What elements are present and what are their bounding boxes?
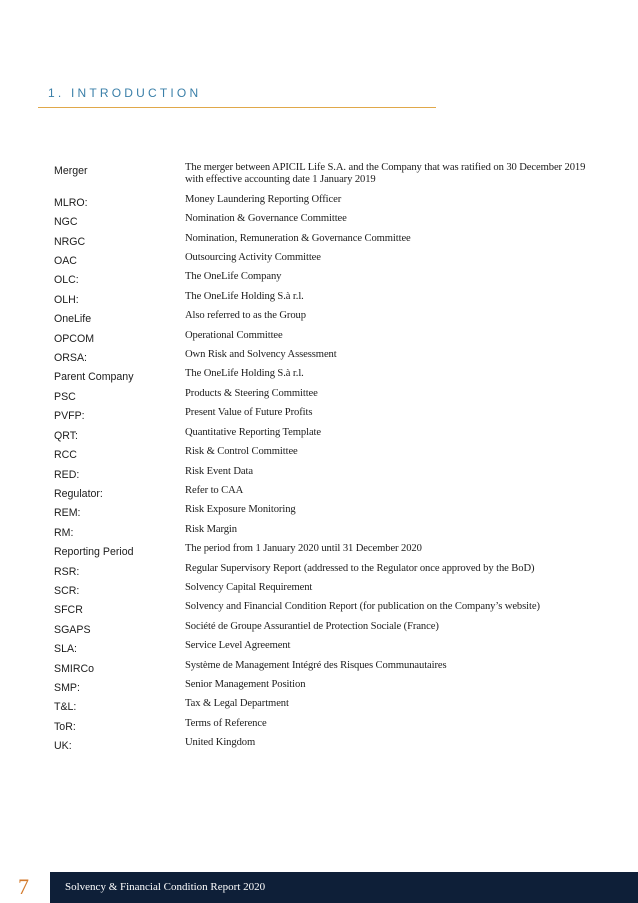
page-number: 7 [18,874,29,899]
glossary-list [54,158,594,753]
glossary-row [54,559,594,578]
footer-report-title: Solvency & Financial Condition Report 2020 [65,881,266,893]
glossary-row [54,656,594,675]
glossary-definition: Nomination, Remuneration & Governance Committee [185,232,411,244]
glossary-term: RCC [54,449,77,462]
glossary-term: REM: [54,507,81,520]
glossary-definition: Products & Steering Committee [185,387,318,399]
glossary-row [54,345,594,364]
glossary-term: Reporting Period [54,546,134,559]
glossary-term: Regulator: [54,487,103,500]
glossary-definition: Present Value of Future Profits [185,407,313,419]
glossary-term: T&L: [54,701,77,714]
glossary-term: RSR: [54,565,80,578]
glossary-term: OLC: [54,274,79,287]
glossary-row [54,539,594,558]
glossary-term: SFCR [54,604,83,617]
glossary-definition: The OneLife Holding S.à r.l. [185,368,304,380]
glossary-row [54,481,594,500]
glossary-term: MLRO: [54,196,88,209]
glossary-definition: Operational Committee [185,329,283,341]
glossary-definition: Senior Management Position [185,678,306,690]
glossary-row [54,675,594,694]
glossary-term: OneLife [54,313,92,326]
glossary-term: UK: [54,740,72,753]
glossary-term: RED: [54,468,80,481]
glossary-definition: United Kingdom [185,737,256,749]
glossary-term: OAC [54,255,77,268]
glossary-definition: Nomination & Governance Committee [185,213,347,225]
glossary-definition: The merger between APICIL Life S.A. and the Company that was ratified on 30 December 2019 with effective accounting date 1 January 2019 [185,162,586,186]
glossary-definition: Terms of Reference [185,717,267,729]
glossary-definition: Money Laundering Reporting Officer [185,193,342,205]
glossary-definition: Tax & Legal Department [185,698,289,710]
glossary-definition: Outsourcing Activity Committee [185,252,321,264]
glossary-definition: Système de Management Intégré des Risques Communautaires [185,659,447,671]
glossary-row [54,209,594,228]
glossary-term: NRGC [54,235,86,248]
glossary-definition: Refer to CAA [185,484,244,496]
glossary-row [54,617,594,636]
glossary-row [54,190,594,209]
glossary-row [54,578,594,597]
glossary-row [54,267,594,286]
glossary-definition: Solvency Capital Requirement [185,581,313,593]
glossary-row [54,364,594,383]
glossary-definition: Own Risk and Solvency Assessment [185,349,337,361]
glossary-definition: Service Level Agreement [185,640,291,652]
glossary-term: QRT: [54,429,78,442]
glossary-row [54,636,594,655]
glossary-row [54,442,594,461]
glossary-term: ORSA: [54,352,87,365]
glossary-row [54,287,594,306]
glossary-row [54,403,594,422]
glossary-term: RM: [54,526,74,539]
glossary-definition: Also referred to as the Group [185,310,306,322]
glossary-row [54,520,594,539]
glossary-definition: Regular Supervisory Report (addressed to the Regulator once approved by the BoD) [185,562,535,574]
glossary-term: SMP: [54,681,80,694]
glossary-row [54,158,594,190]
glossary-row [54,384,594,403]
glossary-definition: Risk & Control Committee [185,446,298,458]
glossary-row [54,500,594,519]
glossary-term: PVFP: [54,410,85,423]
glossary-row [54,248,594,267]
page-footer [0,872,638,903]
glossary-term: OLH: [54,293,79,306]
glossary-term: SLA: [54,643,77,656]
glossary-definition: Risk Event Data [185,465,253,477]
glossary-definition: Société de Groupe Assurantiel de Protection Sociale (France) [185,620,439,632]
glossary-term: OPCOM [54,332,95,345]
glossary-row [54,694,594,713]
glossary-definition: Quantitative Reporting Template [185,426,321,438]
glossary-term: SGAPS [54,623,91,636]
glossary-term: NGC [54,216,78,229]
footer-bar [50,872,638,903]
glossary-term: ToR: [54,720,76,733]
glossary-term: SMIRCo [54,662,95,675]
glossary-row [54,423,594,442]
glossary-row [54,229,594,248]
glossary-definition: Risk Exposure Monitoring [185,504,296,516]
glossary-term: PSC [54,390,76,403]
glossary-row [54,597,594,616]
section-title: 1. INTRODUCTION [48,86,202,100]
glossary-term: SCR: [54,584,80,597]
glossary-row [54,462,594,481]
glossary-definition: The OneLife Company [185,271,282,283]
glossary-definition: The period from 1 January 2020 until 31 December 2020 [185,543,422,555]
glossary-row [54,714,594,733]
glossary-row [54,326,594,345]
glossary-term: Parent Company [54,371,134,384]
glossary-row [54,306,594,325]
glossary-definition: The OneLife Holding S.à r.l. [185,290,304,302]
glossary-definition: Risk Margin [185,523,237,535]
glossary-definition: Solvency and Financial Condition Report (for publication on the Company’s website) [185,601,540,613]
title-divider [38,107,436,108]
glossary-row [54,733,594,752]
glossary-term: Merger [54,165,88,177]
